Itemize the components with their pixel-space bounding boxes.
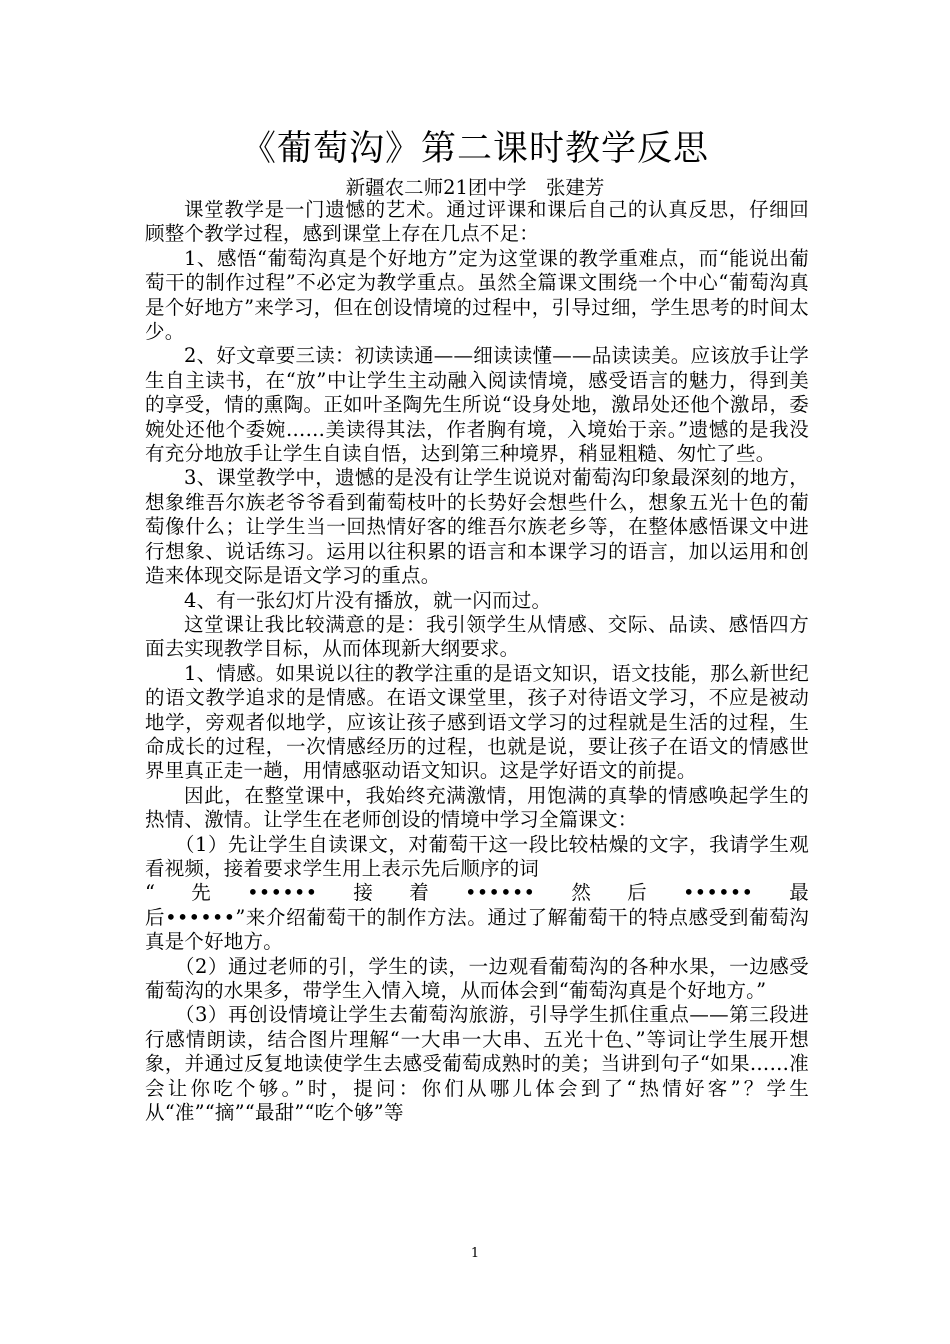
paragraph: 因此，在整堂课中，我始终充满激情，用饱满的真挚的情感唤起学生的热情、激情。让学生在老师创设的情境中学习全篇课文：	[145, 783, 809, 832]
paragraph-continued: “先••••••接着••••••然后••••••最	[145, 881, 809, 905]
paragraph: （2）通过老师的引，学生的读，一边观看葡萄沟的各种水果，一边感受葡萄沟的水果多，带学生入情入境，从而体会到“葡萄沟真是个好地方。”	[145, 954, 809, 1002]
paragraph: 2、好文章要三读：初读读通——细读读懂——品读读美。应该放手让学生自主读书，在“放”中让学生主动融入阅读情境，感受语言的魅力，得到美的享受，情的熏陶。正如叶圣陶先生所说“设身处地，激昂处还他个激昂，委婉处还他个委婉……美读得其法，作者胸有境，入境始于亲。”遗憾的是我没有充分地放手让学生自读自悟，达到第三种境界，稍显粗糙、匆忙了些。	[145, 344, 809, 466]
paragraph: 3、课堂教学中，遗憾的是没有让学生说说对葡萄沟印象最深刻的地方，想象维吾尔族老爷爷看到葡萄枝叶的长势好会想些什么，想象五光十色的葡萄像什么；让学生当一回热情好客的维吾尔族老乡等，在整体感悟课文中进行想象、说话练习。运用以往积累的语言和本课学习的语言，加以运用和创造来体现交际是语文学习的重点。	[145, 466, 809, 588]
paragraph: （3）再创设情境让学生去葡萄沟旅游，引导学生抓住重点——第三段进行感情朗读，结合图片理解“一大串一大串、五光十色、”等词让学生展开想象，并通过反复地读使学生去感受葡萄成熟时的美；当讲到句子“如果……准会让你吃个够。”时，提问：你们从哪儿体会到了“热情好客”？学生从“准”“摘”“最甜”“吃个够”等	[145, 1003, 809, 1125]
page-title: 《葡萄沟》第二课时教学反思	[240, 129, 709, 169]
paragraph: 1、情感。如果说以往的教学注重的是语文知识，语文技能，那么新世纪的语文教学追求的是情感。在语文课堂里，孩子对待语文学习，不应是被动地学，旁观者似地学，应该让孩子感到语文学习的过程就是生活的过程，生命成长的过程，一次情感经历的过程，也就是说，要让孩子在语文的情感世界里真正走一趟，用情感驱动语文知识。这是学好语文的前提。	[145, 661, 809, 783]
paragraph: 1、感悟“葡萄沟真是个好地方”定为这堂课的教学重难点，而“能说出葡萄干的制作过程”不必定为教学重点。虽然全篇课文围绕一个中心“葡萄沟真是个好地方”来学习，但在创设情境的过程中，引导过细，学生思考的时间太少。	[145, 246, 809, 344]
paragraph: 课堂教学是一门遗憾的艺术。通过评课和课后自己的认真反思，仔细回顾整个教学过程，感到课堂上存在几点不足：	[145, 198, 809, 246]
paragraph-continued: 后••••••”来介绍葡萄干的制作方法。通过了解葡萄干的特点感受到葡萄沟真是个好地方。	[145, 905, 809, 954]
paragraph: 这堂课让我比较满意的是：我引领学生从情感、交际、品读、感悟四方面去实现教学目标，从而体现新大纲要求。	[145, 612, 809, 661]
paragraph: 4、有一张幻灯片没有播放，就一闪而过。	[184, 588, 552, 612]
paragraph: （1）先让学生自读课文，对葡萄干这一段比较枯燥的文字，我请学生观看视频，接着要求学生用上表示先后顺序的词	[145, 832, 809, 880]
author-line: 新疆农二师21团中学 张建芳	[345, 176, 605, 199]
page-number: 1	[470, 1246, 480, 1261]
body-text	[145, 198, 809, 1125]
